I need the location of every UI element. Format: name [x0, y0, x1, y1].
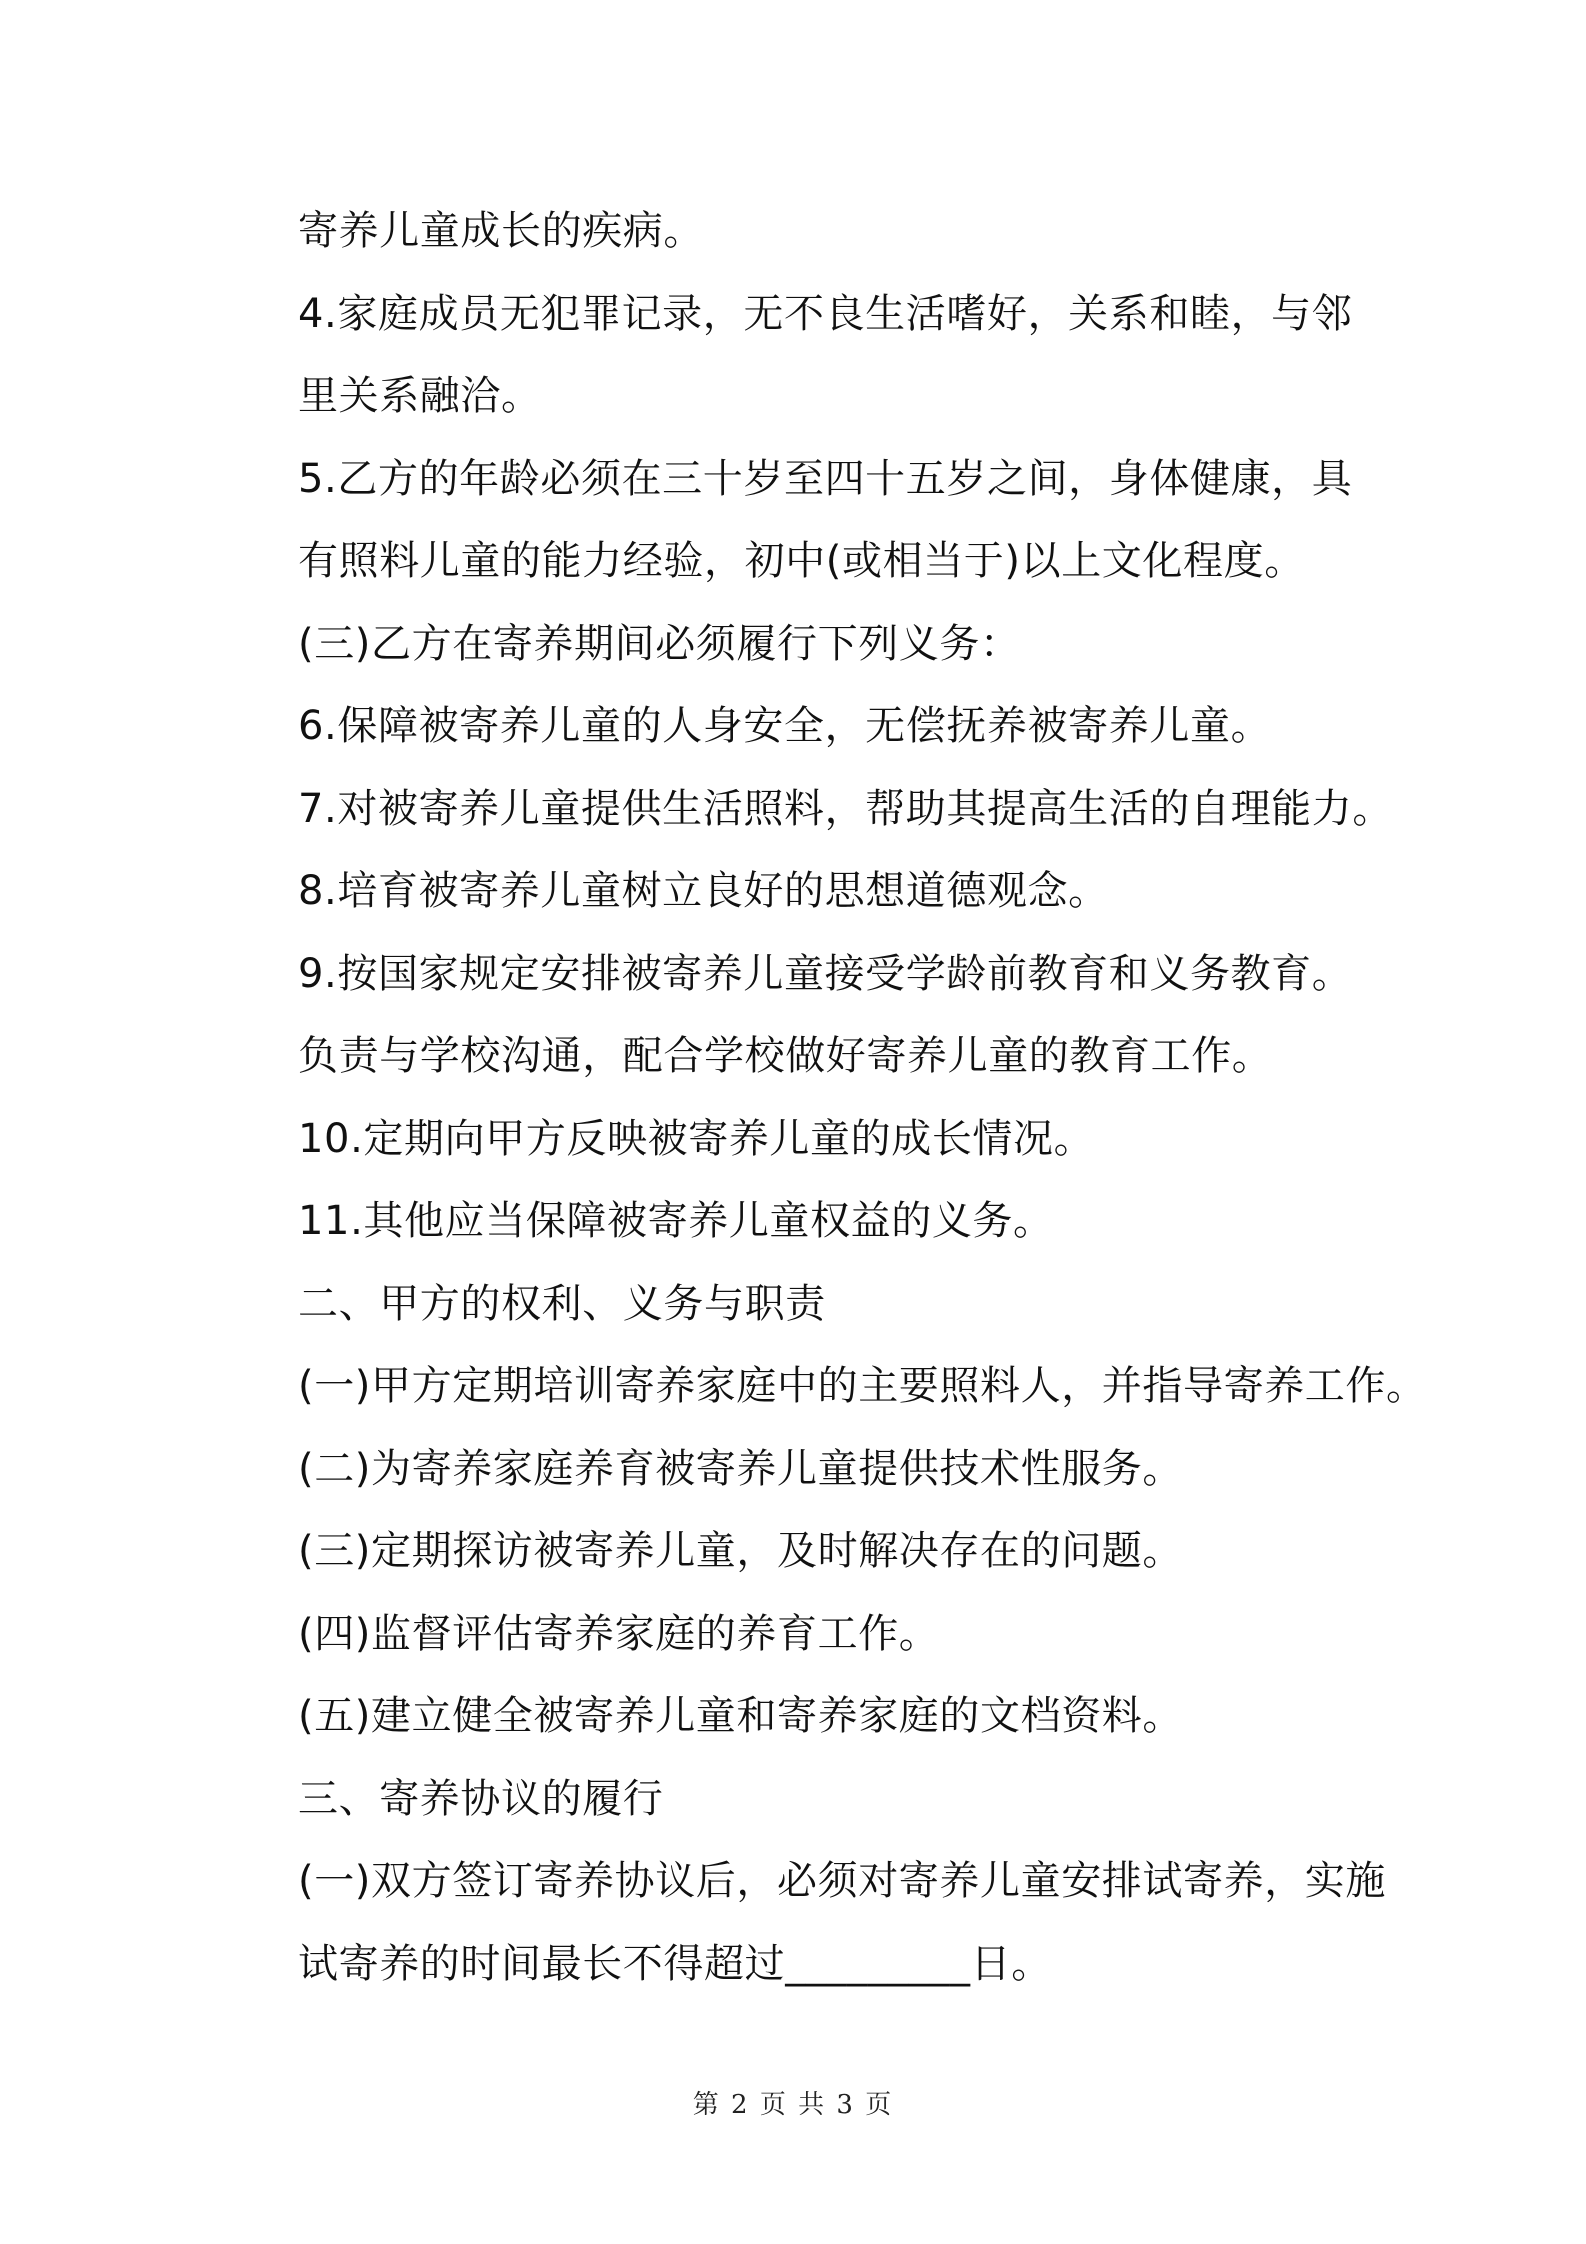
section-heading: 二、甲方的权利、义务与职责 [298, 1280, 826, 1327]
text-line: 7.对被寄养儿童提供生活照料，帮助其提高生活的自理能力。 [298, 785, 1393, 832]
page-number-footer: 第 2 页 共 3 页 [692, 2090, 894, 2120]
text-line: 5.乙方的年龄必须在三十岁至四十五岁之间，身体健康，具 [298, 455, 1353, 502]
text-line: 有照料儿童的能力经验，初中(或相当于)以上文化程度。 [298, 538, 1305, 584]
text-line: 4.家庭成员无犯罪记录，无不良生活嗜好，关系和睦，与邻 [298, 290, 1353, 337]
text-line: (一)甲方定期培训寄养家庭中的主要照料人，并指导寄养工作。 [298, 1363, 1427, 1409]
text-line: (一)双方签订寄养协议后，必须对寄养儿童安排试寄养，实施 [298, 1858, 1387, 1904]
text-line: 寄养儿童成长的疾病。 [298, 208, 704, 254]
text-line: 6.保障被寄养儿童的人身安全，无偿抚养被寄养儿童。 [298, 703, 1272, 749]
section-heading: 三、寄养协议的履行 [298, 1775, 664, 1822]
text-line: 8.培育被寄养儿童树立良好的思想道德观念。 [298, 868, 1109, 914]
document-body [298, 190, 1438, 2005]
text-line: 9.按国家规定安排被寄养儿童接受学龄前教育和义务教育。 [298, 950, 1353, 997]
text-line: (五)建立健全被寄养儿童和寄养家庭的文档资料。 [298, 1693, 1184, 1739]
section-heading: (三)乙方在寄养期间必须履行下列义务： [298, 620, 1021, 667]
text-line: 负责与学校沟通，配合学校做好寄养儿童的教育工作。 [298, 1033, 1273, 1079]
text-line: (二)为寄养家庭养育被寄养儿童提供技术性服务。 [298, 1445, 1184, 1492]
text-line: (三)定期探访被寄养儿童，及时解决存在的问题。 [298, 1528, 1184, 1574]
text-line: 11.其他应当保障被寄养儿童权益的义务。 [298, 1198, 1054, 1244]
text-line: (四)监督评估寄养家庭的养育工作。 [298, 1610, 940, 1657]
text-line: 里关系融洽。 [298, 373, 542, 419]
text-line: 10.定期向甲方反映被寄养儿童的成长情况。 [298, 1115, 1095, 1162]
text-line: 试寄养的时间最长不得超过_________日。 [298, 1940, 1052, 1987]
